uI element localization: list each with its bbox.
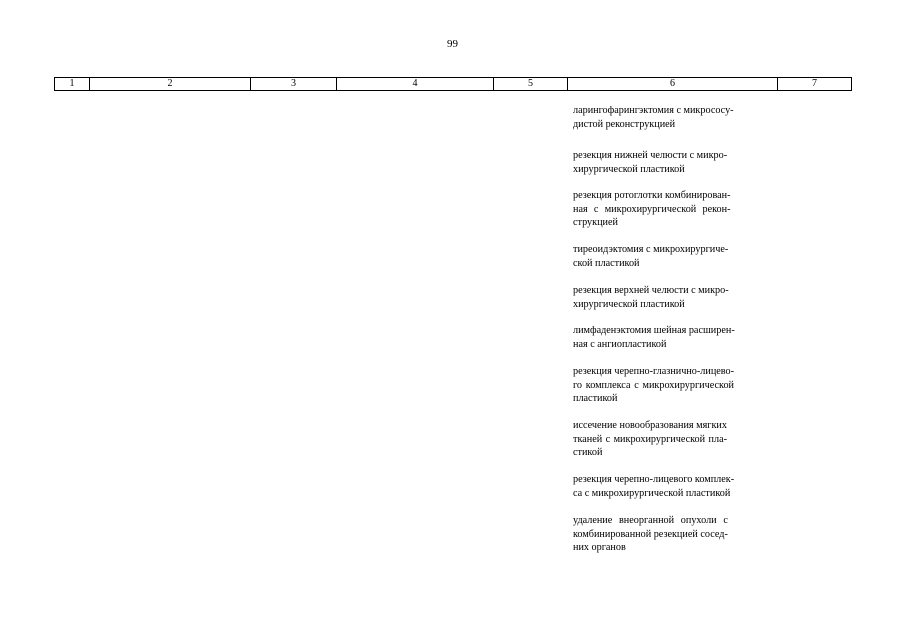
entry-line: стикой (573, 447, 603, 459)
procedure-entry (573, 149, 727, 176)
entry-line: хирургической пластикой (573, 298, 685, 310)
entry-line: ской пластикой (573, 257, 640, 269)
entry-line: удаление внеорганной опухоли с (573, 515, 728, 526)
entry-line: ларингофарингэктомия с микрососу- (573, 105, 734, 116)
column-number-cell: 4 (337, 78, 494, 91)
entry-line: тиреоидэктомия с микрохирургиче- (573, 244, 729, 255)
entry-line: лимфаденэктомия шейная расширен- (573, 325, 735, 336)
entry-line: ная с ангиопластикой (573, 338, 667, 350)
procedure-entry (573, 104, 734, 131)
entry-line: струкцией (573, 217, 618, 229)
entry-line: резекция ротоглотки комбинирован- (573, 190, 731, 201)
entry-line: ная с микрохирургической рекон- (573, 203, 731, 215)
procedure-entry (573, 365, 734, 406)
entry-line: резекция верхней челюсти с микро- (573, 285, 729, 296)
procedure-entry (573, 243, 728, 270)
table-column-numbers-row (54, 77, 852, 91)
procedure-entry (573, 284, 729, 311)
procedure-entry (573, 189, 731, 230)
entry-line: иссечение новообразования мягких (573, 420, 727, 431)
procedure-entry (573, 473, 734, 500)
procedure-entry (573, 324, 735, 351)
entry-line: тканей с микрохирургической пла- (573, 433, 727, 445)
entry-line: резекция черепно-глазнично-лицево- (573, 366, 735, 377)
entry-line: хирургической пластикой (573, 163, 685, 175)
column-number-cell: 5 (494, 78, 568, 91)
column-number-cell: 1 (55, 78, 90, 91)
entry-line: дистой реконструкцией (573, 118, 676, 130)
entry-line: резекция черепно-лицевого комплек- (573, 474, 735, 485)
entry-line: пластикой (573, 393, 618, 405)
procedure-entry (573, 514, 728, 555)
column-number-cell: 2 (90, 78, 251, 91)
column-number-cell: 7 (778, 78, 852, 91)
entry-line: са с микрохирургической пластикой (573, 487, 731, 499)
entry-line: комбинированной резекцией сосед- (573, 528, 728, 540)
entry-line: них органов (573, 542, 626, 554)
entry-line: резекция нижней челюсти с микро- (573, 150, 728, 161)
procedure-entry (573, 419, 727, 460)
page-number: 99 (447, 38, 458, 50)
column-number-cell: 6 (568, 78, 778, 91)
column-number-cell: 3 (251, 78, 337, 91)
entry-line: го комплекса с микрохирургической (573, 379, 735, 391)
